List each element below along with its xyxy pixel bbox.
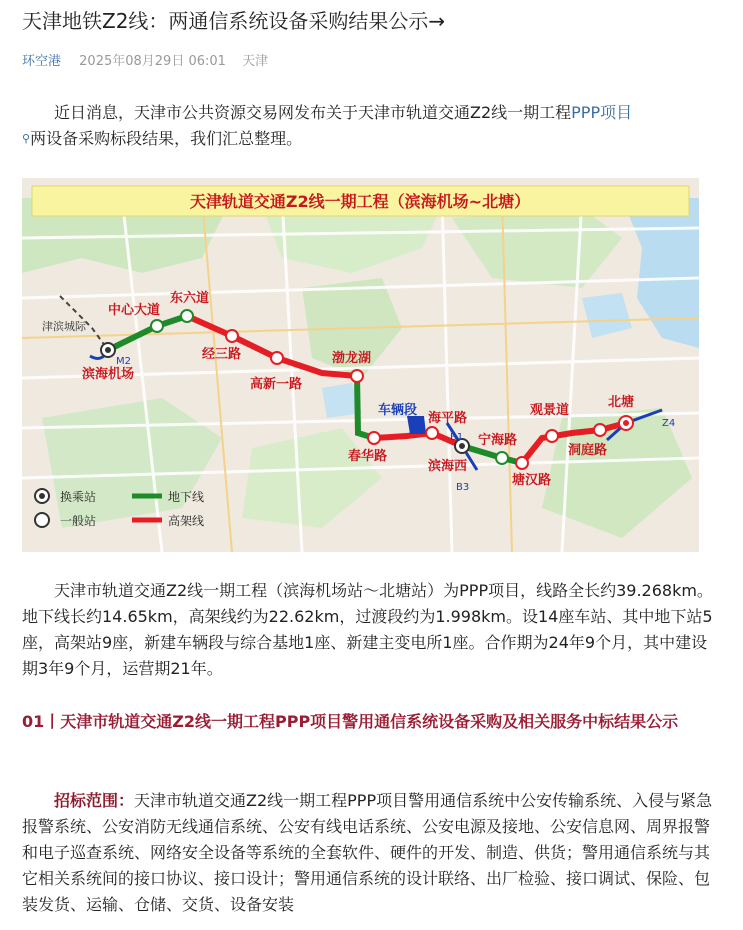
section-heading: 01丨天津市轨道交通Z2线一期工程PPP项目警用通信系统设备采购及相关服务中标结果公示 (22, 712, 679, 731)
station-label-jingsan-lu: 经三路 (202, 347, 242, 362)
legend-transfer-label: 换乘站 (60, 490, 97, 504)
line-code-z4: Z4 (662, 418, 676, 429)
station-label-zhongxin-dadao: 中心大道 (108, 303, 161, 318)
line-code-b1: B1 (450, 432, 464, 443)
legend-regular-label: 一般站 (60, 514, 97, 528)
station-label-guanjing-dao: 观景道 (530, 403, 570, 418)
station-label-tanghan-lu: 塘汉路 (512, 473, 552, 488)
intro-text-1: 近日消息，天津市公共资源交易网发布关于天津市轨道交通Z2线一期工程 (54, 103, 572, 122)
jinbin-intercity-label: 津滨城际 (42, 320, 86, 333)
line-code-b3: B3 (456, 482, 470, 493)
line-code-m2: M2 (116, 356, 131, 367)
station-label-bohai-hu: 渤龙湖 (332, 351, 372, 366)
publish-location: 天津 (242, 54, 269, 69)
search-icon[interactable]: ⚲ (22, 132, 31, 145)
intro-paragraph (22, 100, 722, 152)
station-label-binhai-airport: 滨海机场 (82, 367, 135, 382)
article-meta (22, 50, 268, 69)
scope-paragraph (22, 788, 722, 918)
station-label-dongting-lu: 洞庭路 (568, 443, 608, 458)
scope-label: 招标范围： (54, 791, 135, 810)
scope-text: 天津市轨道交通Z2线一期工程PPP项目警用通信系统中公安传输系统、入侵与紧急报警系统、公安消防无线通信系统、公安有线电话系统、公安电源及接地、公安信息网、周界报警和电子巡查系统、网络安全设备等系统的全套软件、硬件的开发、制造、供货；警用通信系统与其它相关系统间的接口协议、接口设计；警用通信系统的设计联络、出厂检验、接口调试、保险、包装发货、运输、仓储、交货、设备安装 (22, 791, 713, 914)
route-map-image (22, 178, 699, 552)
depot-marker (407, 416, 426, 434)
station-label-haiping-lu: 海平路 (428, 411, 468, 426)
station-label-chunhua-lu: 春华路 (348, 449, 388, 464)
legend-underground-label: 地下线 (168, 490, 205, 504)
map-title: 天津轨道交通Z2线一期工程（滨海机场~北塘） (189, 192, 531, 211)
station-label-binhai-xi: 滨海西 (428, 459, 468, 474)
depot-label: 车辆段 (378, 403, 418, 418)
station-label-gaoxin-yilu: 高新一路 (250, 377, 303, 392)
station-label-dongliu-dao: 东六道 (170, 291, 210, 306)
article-title: 天津地铁Z2线：两通信系统设备采购结果公示→ (22, 9, 446, 33)
overview-paragraph: 天津市轨道交通Z2线一期工程（滨海机场站～北塘站）为PPP项目，线路全长约39.268km。地下线长约14.65km，高架线约为22.62km，过渡段约为1.998km。设14座车站、其中地下站5座，高架站9座，新建车辆段与综合基地1座、新建主变电所1座。合作期为24年9个月，其中建设期3年9个月，运营期21年。 (22, 581, 713, 678)
ppp-project-link[interactable]: PPP项目 (571, 103, 633, 122)
intro-text-2: 两设备采购标段结果，我们汇总整理。 (30, 129, 303, 148)
station-label-ningyu-lu: 宁海路 (478, 433, 518, 448)
author-link[interactable]: 环空港 (22, 54, 62, 69)
legend-elevated-label: 高架线 (168, 514, 205, 528)
station-label-beitang: 北塘 (608, 395, 635, 410)
route-map (22, 178, 699, 552)
publish-date: 2025年08月29日 06:01 (79, 54, 226, 69)
